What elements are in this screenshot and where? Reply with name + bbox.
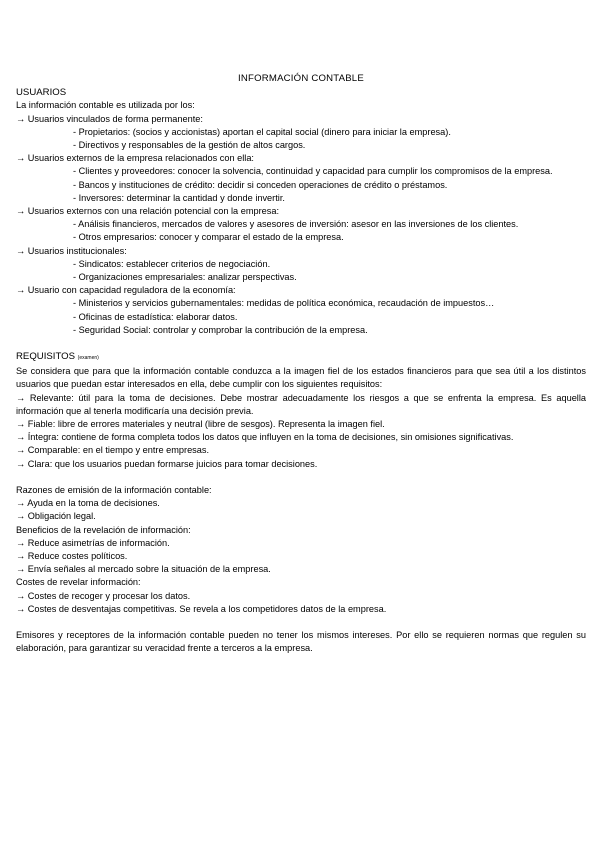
requisito-item: → Fiable: libre de errores materiales y neutral (libre de sesgos). Representa la imagen fiel.: [16, 419, 385, 430]
requisitos-intro: Se considera que para que la información contable conduzca a la imagen fiel de los estados financieros para que sea útil a los distintos usuarios que puedan estar interesados en ella, debe cumplir con los siguientes requisitos:: [16, 366, 586, 390]
usuarios-group-label: → Usuarios externos con una relación potencial con la empresa:: [16, 206, 280, 217]
usuarios-group-label: → Usuarios externos de la empresa relacionados con ella:: [16, 153, 254, 164]
document-page: [16, 72, 586, 655]
usuarios-group-item: - Bancos y instituciones de crédito: decidir si conceden operaciones de crédito o préstamos.: [73, 179, 448, 190]
page-title: INFORMACIÓN CONTABLE: [238, 73, 364, 84]
usuarios-group-label: → Usuarios vinculados de forma permanente:: [16, 113, 203, 124]
razones-heading: Razones de emisión de la información contable:: [16, 484, 212, 495]
beneficio-item: → Envía señales al mercado sobre la situación de la empresa.: [16, 564, 271, 575]
razones-item: → Obligación legal.: [16, 511, 96, 522]
usuarios-intro: La información contable es utilizada por los:: [16, 100, 195, 111]
usuarios-group-item: - Ministerios y servicios gubernamentales: medidas de política económica, recaudación de impuestos…: [73, 298, 495, 309]
usuarios-group-item: - Clientes y proveedores: conocer la solvencia, continuidad y capacidad para cumplir los compromisos de la empresa.: [73, 166, 553, 177]
requisito-item: → Comparable: en el tiempo y entre empresas.: [16, 445, 210, 456]
beneficio-item: → Reduce costes políticos.: [16, 550, 128, 561]
requisito-item: → Íntegra: contiene de forma completa todos los datos que influyen en la toma de decisiones, sin omisiones significativas.: [16, 432, 514, 443]
usuarios-group-item: - Organizaciones empresariales: analizar perspectivas.: [73, 272, 297, 283]
section-spacer: [16, 337, 586, 350]
costes-heading: Costes de revelar información:: [16, 577, 141, 588]
usuarios-group-item: - Inversores: determinar la cantidad y donde invertir.: [73, 192, 285, 203]
requisito-item: → Clara: que los usuarios puedan formarse juicios para tomar decisiones.: [16, 458, 318, 469]
usuarios-group-item: - Oficinas de estadística: elaborar datos.: [73, 311, 238, 322]
usuarios-group-item: - Propietarios: (socios y accionistas) aportan el capital social (dinero para iniciar la empresa).: [73, 126, 451, 137]
section-spacer: [16, 471, 586, 484]
usuarios-group-label: → Usuarios institucionales:: [16, 245, 127, 256]
coste-item: → Costes de desventajas competitivas. Se revela a los competidores datos de la empresa.: [16, 603, 387, 614]
usuarios-group-label: → Usuario con capacidad reguladora de la economía:: [16, 285, 236, 296]
requisitos-heading-note: (examen): [77, 355, 99, 362]
usuarios-group-item: - Análisis financieros, mercados de valores y asesores de inversión: asesor en las inversiones de los clientes.: [73, 219, 519, 230]
beneficios-heading: Beneficios de la revelación de información:: [16, 524, 191, 535]
usuarios-heading: USUARIOS: [16, 87, 67, 99]
requisitos-heading-text: REQUISITOS: [16, 351, 75, 363]
usuarios-group-item: - Otros empresarios: conocer y comparar el estado de la empresa.: [73, 232, 344, 243]
conclusion-paragraph: Emisores y receptores de la información contable pueden no tener los mismos intereses. Por ello se requieren normas que regulen su elaboración, para garantizar su veracidad frente a terceros a la empresa.: [16, 629, 586, 654]
requisitos-heading: [16, 350, 586, 365]
razones-item: → Ayuda en la toma de decisiones.: [16, 498, 160, 509]
beneficio-item: → Reduce asimetrías de información.: [16, 537, 170, 548]
requisito-item: → Relevante: útil para la toma de decisiones. Debe mostrar adecuadamente los riesgos a que se enfrenta la empresa. Es aquella información que al tenerla modificaría una decisión previa.: [16, 392, 586, 416]
usuarios-group-item: - Directivos y responsables de la gestión de altos cargos.: [73, 140, 306, 151]
usuarios-group-item: - Sindicatos: establecer criterios de negociación.: [73, 258, 271, 269]
section-spacer: [16, 616, 586, 629]
coste-item: → Costes de recoger y procesar los datos.: [16, 590, 191, 601]
usuarios-group-item: - Seguridad Social: controlar y comprobar la contribución de la empresa.: [73, 324, 368, 335]
